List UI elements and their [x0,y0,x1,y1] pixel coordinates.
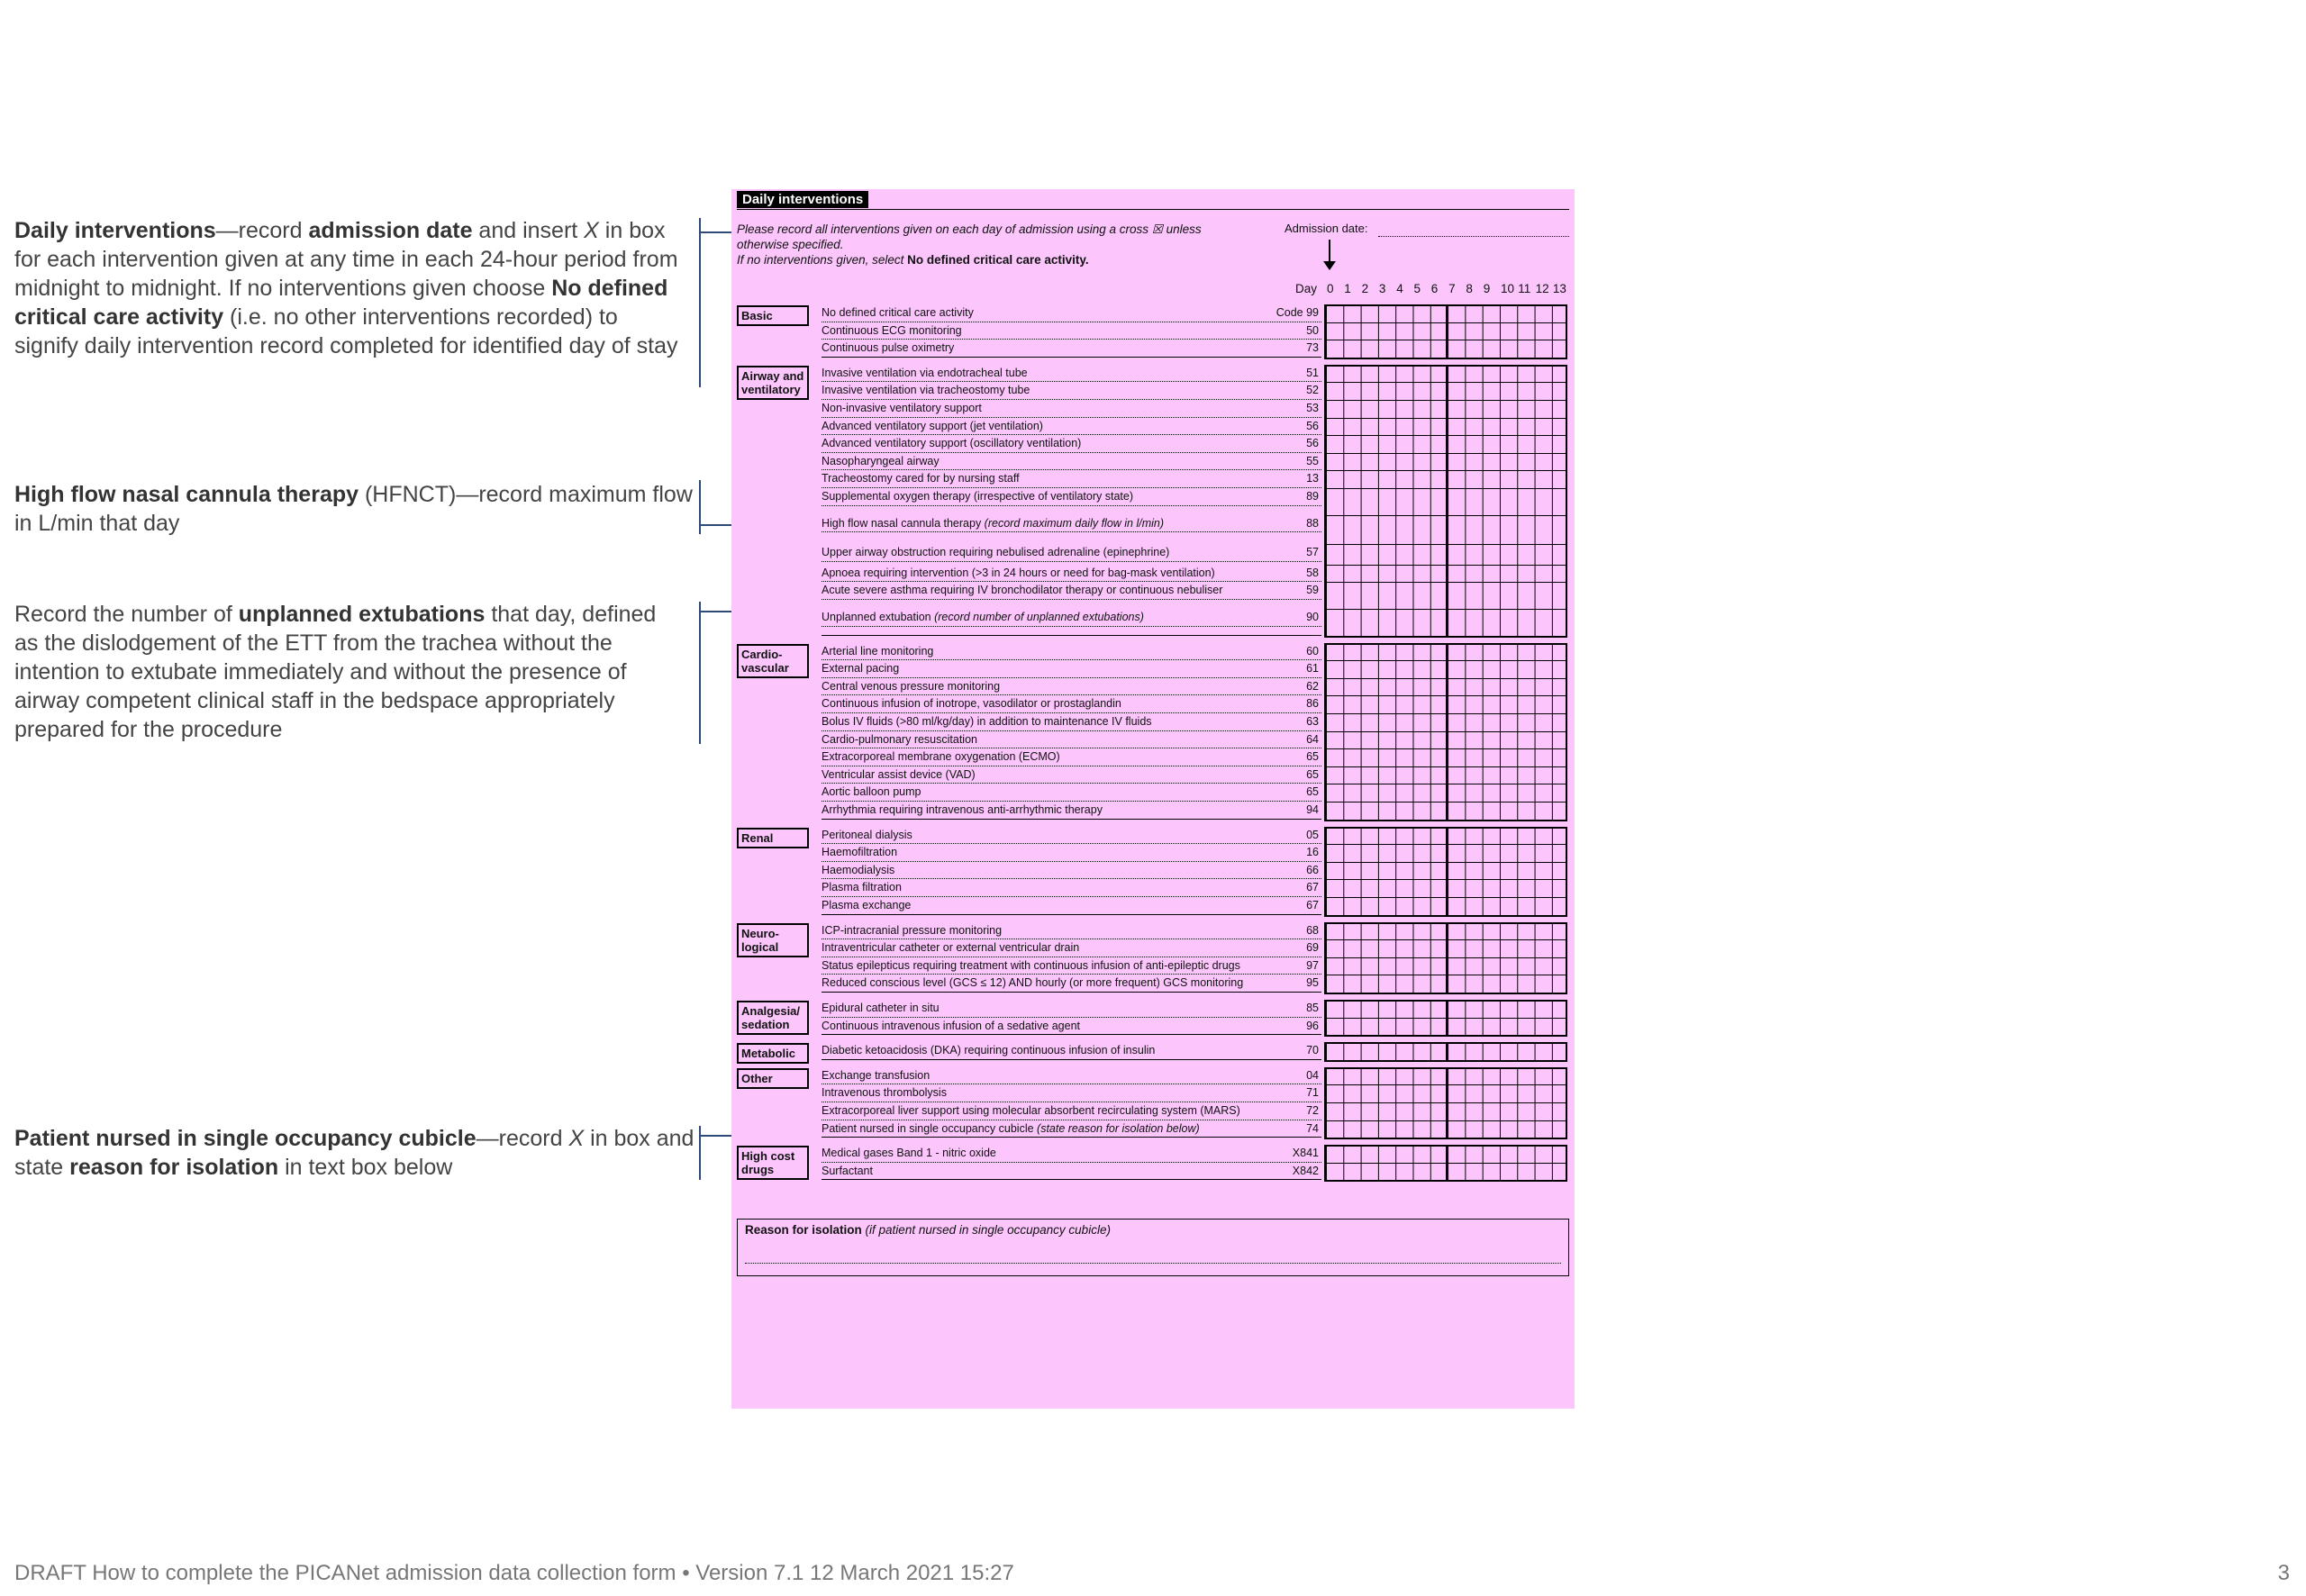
day-checkbox-grid[interactable] [1324,304,1567,359]
intervention-code: 64 [1306,732,1319,746]
day-number: 3 [1378,282,1386,295]
note-daily-title: Daily interventions [14,218,216,243]
grid-week-divider [1446,1147,1448,1180]
footer: DRAFT How to complete the PICANet admission data collection form • Version 7.1 12 March 2021 15:27 [14,1561,1014,1585]
category-label: Neuro-logical [737,923,809,957]
grid-week-divider [1446,829,1448,915]
intervention-label: Medical gases Band 1 - nitric oxide [822,1147,996,1160]
intervention-code: 53 [1306,402,1319,414]
intervention-code: 58 [1306,566,1319,579]
reason-label-text: Reason for isolation [745,1223,862,1237]
intervention-code: 52 [1306,384,1319,397]
intervention-code: 50 [1306,323,1319,337]
intervention-label: Unplanned extubation [822,611,931,623]
grid-week-divider [1446,1002,1448,1035]
intervention-label: Bolus IV fluids (>80 ml/kg/day) in addition to maintenance IV fluids [822,715,1152,728]
day-checkbox-grid[interactable] [1324,1145,1567,1182]
intervention-row [822,1163,1290,1179]
day-number: 9 [1483,282,1491,295]
intervention-label: Central venous pressure monitoring [822,679,1001,693]
instruction-text: Please record all interventions given on each day of admission using a cross ☒ unless otherwise specified. [737,222,1202,251]
section-rule [822,1034,1321,1035]
note-x-mark: X [584,218,599,243]
intervention-code: 16 [1306,846,1319,859]
intervention-code: 96 [1306,1019,1319,1032]
intervention-label: No defined critical care activity [822,306,974,319]
note-text: (HFNCT)—record maximum flow in L/min that day [14,482,693,536]
note-single-cubicle [14,1124,699,1182]
intervention-label: Continuous intravenous infusion of a sedative agent [822,1019,1080,1032]
intervention-code: 65 [1306,767,1319,781]
intervention-row [822,1000,1290,1016]
intervention-row [822,565,1290,581]
grid-week-divider [1446,1069,1448,1138]
day-number: 6 [1430,282,1439,295]
intervention-row [822,713,1290,730]
section-rule [822,914,1321,915]
note-single-title: Patient nursed in single occupancy cubicle [14,1126,477,1151]
intervention-label: Upper airway obstruction requiring nebulised adrenaline (epinephrine) [822,546,1170,559]
day-checkbox-grid[interactable] [1324,922,1567,994]
intervention-row [822,1145,1290,1161]
day-checkbox-grid[interactable] [1324,1067,1567,1139]
note-hfnct [14,480,699,538]
intervention-row [822,748,1290,765]
intervention-label: Tracheostomy cared for by nursing staff [822,472,1020,485]
intervention-row [822,827,1290,843]
intervention-label: Intravenous thrombolysis [822,1086,947,1100]
note-emphasis: reason for isolation [69,1155,279,1180]
day-checkbox-grid[interactable] [1324,1000,1567,1037]
reason-hint: (if patient nursed in single occupancy cubicle) [865,1223,1111,1237]
row-rule [822,505,1321,506]
intervention-code: 60 [1306,644,1319,657]
intervention-row [822,609,1290,625]
day-checkbox-grid[interactable] [1324,365,1567,638]
reason-line [745,1263,1561,1264]
intervention-label: Continuous infusion of inotrope, vasodilator or prostaglandin [822,697,1121,711]
intervention-code: 59 [1306,584,1319,597]
intervention-label: Invasive ventilation via endotracheal tube [822,366,1028,379]
intervention-code: 55 [1306,454,1319,467]
note-emphasis: admission date [308,218,473,243]
day-number: 11 [1518,282,1531,295]
intervention-row [822,1084,1290,1101]
intervention-code: 13 [1306,472,1319,485]
intervention-row [822,418,1290,434]
intervention-row [822,544,1290,560]
intervention-row [822,453,1290,469]
instruction-text: If no interventions given, select [737,253,908,267]
intervention-hint: (record maximum daily flow in l/min) [981,516,1165,530]
form-instructions [737,222,1241,268]
form-title: Daily interventions [737,191,868,208]
arrow-head-icon [1323,261,1336,270]
row-rule [822,531,1321,532]
note-text: that day, defined as the dislodgement of the ETT from the trachea without the intention to extubate immediately and without the presence of airway competent clinical staff in the bedspace appropriately prepared for the procedure [14,602,657,742]
intervention-code: 67 [1306,881,1319,894]
instruction-emphasis: No defined critical care activity. [907,253,1089,267]
intervention-label: Arrhythmia requiring intravenous anti-arrhythmic therapy [822,803,1103,816]
intervention-row [822,844,1290,860]
intervention-code: 89 [1306,490,1319,503]
note-text: in box for each intervention given at any time in each 24-hour period from midnight to midnight. If no interventions given choose [14,218,678,301]
intervention-row [822,304,1290,321]
bracket-extub [699,602,701,744]
admission-date-field[interactable] [1378,236,1569,237]
intervention-hint: (record number of unplanned extubations) [931,611,1144,623]
day-number: 0 [1327,282,1334,295]
day-number: 12 [1535,282,1549,295]
admission-date-label: Admission date: [1285,222,1368,235]
intervention-code: 56 [1306,437,1319,450]
category-label: Basic [737,305,809,326]
page-number: 3 [2277,1561,2290,1585]
intervention-label: Haemofiltration [822,846,898,859]
intervention-code: X842 [1292,1164,1319,1177]
category-label: Renal [737,828,809,848]
intervention-code: 95 [1306,976,1319,990]
intervention-label: High flow nasal cannula therapy [822,516,982,530]
intervention-label: Exchange transfusion [822,1068,931,1082]
intervention-code: 94 [1306,803,1319,816]
intervention-row [822,784,1290,800]
intervention-label: Supplemental oxygen therapy (irrespective of ventilatory state) [822,490,1134,503]
intervention-code: 65 [1306,785,1319,799]
section-rule [822,1059,1321,1060]
section-rule [822,1179,1321,1180]
section-rule [822,1137,1321,1138]
section-rule [822,635,1321,636]
category-label: Analgesia/ sedation [737,1001,809,1035]
intervention-row [822,340,1290,356]
intervention-label: Cardio-pulmonary resuscitation [822,732,977,746]
bracket-daily [699,218,701,387]
day-number: 8 [1466,282,1473,295]
bracket-hfnct [699,480,701,534]
intervention-code: 85 [1306,1002,1319,1014]
row-rule [822,599,1321,600]
intervention-row [822,488,1290,504]
intervention-row [822,1120,1290,1137]
intervention-code: 97 [1306,958,1319,972]
intervention-label: Continuous pulse oximetry [822,341,955,355]
category-label: High cost drugs [737,1146,809,1180]
bracket-arm-daily [699,231,735,233]
intervention-label: External pacing [822,662,900,676]
grid-week-divider [1446,645,1448,820]
intervention-row [822,957,1290,974]
note-emphasis: No defined critical care activity [14,276,668,330]
day-number: 2 [1361,282,1369,295]
intervention-code: Code 99 [1276,306,1319,319]
intervention-label: Nasopharyngeal airway [822,454,940,467]
intervention-label: Plasma exchange [822,899,912,911]
intervention-label: Haemodialysis [822,863,895,876]
intervention-row [822,322,1290,339]
intervention-code: 69 [1306,941,1319,955]
note-unplanned-extubations [14,600,681,744]
intervention-code: 56 [1306,419,1319,432]
intervention-label: Invasive ventilation via tracheostomy tube [822,384,1030,397]
note-x-mark: X [568,1126,585,1151]
note-text: Record the number of [14,602,239,627]
intervention-code: 51 [1306,366,1319,379]
intervention-label: Aortic balloon pump [822,785,921,799]
intervention-code: 74 [1306,1121,1319,1135]
note-text: in text box below [278,1155,453,1180]
day-number: 13 [1552,282,1566,295]
note-daily-interventions [14,216,681,360]
intervention-code: 62 [1306,679,1319,693]
intervention-row [822,678,1290,694]
intervention-label: Advanced ventilatory support (oscillatory ventilation) [822,437,1082,450]
day-checkbox-grid[interactable] [1324,827,1567,917]
day-number: 7 [1448,282,1456,295]
intervention-row [822,470,1290,486]
intervention-code: 61 [1306,662,1319,676]
intervention-row [822,365,1290,381]
day-number: 4 [1396,282,1403,295]
intervention-code: 04 [1306,1068,1319,1082]
intervention-row [822,766,1290,783]
intervention-code: X841 [1292,1147,1319,1160]
intervention-label: Patient nursed in single occupancy cubicle [822,1121,1034,1135]
intervention-label: ICP-intracranial pressure monitoring [822,923,1003,937]
category-label: Airway and ventilatory [737,366,809,400]
intervention-row [822,515,1290,531]
note-hfnct-title: High flow nasal cannula therapy [14,482,359,507]
intervention-row [822,1102,1290,1119]
section-rule [822,992,1321,993]
intervention-row [822,879,1290,895]
intervention-code: 67 [1306,899,1319,911]
intervention-row [822,731,1290,748]
intervention-code: 86 [1306,697,1319,711]
intervention-row [822,1018,1290,1034]
intervention-label: Acute severe asthma requiring IV bronchodilator therapy or continuous nebuliser [822,584,1223,597]
intervention-label: Surfactant [822,1164,873,1177]
intervention-row [822,400,1290,416]
note-text: —record [215,218,309,243]
section-rule [822,819,1321,820]
bracket-single [699,1126,701,1180]
intervention-label: Intraventricular catheter or external ventricular drain [822,941,1080,955]
intervention-code: 63 [1306,715,1319,728]
intervention-row [822,382,1290,398]
intervention-label: Arterial line monitoring [822,644,934,657]
intervention-hint: (state reason for isolation below) [1033,1121,1200,1135]
intervention-code: 71 [1306,1086,1319,1100]
intervention-code: 68 [1306,923,1319,937]
intervention-label: Plasma filtration [822,881,902,894]
intervention-row [822,802,1290,818]
intervention-label: Extracorporeal membrane oxygenation (ECMO) [822,750,1060,764]
intervention-code: 73 [1306,341,1319,355]
intervention-code: 05 [1306,828,1319,841]
intervention-label: Peritoneal dialysis [822,828,912,841]
intervention-row [822,939,1290,956]
note-text: —record [476,1126,569,1151]
category-label: Metabolic [737,1043,809,1064]
intervention-code: 65 [1306,750,1319,764]
intervention-code: 70 [1306,1044,1319,1057]
intervention-code: 72 [1306,1104,1319,1117]
intervention-label: Advanced ventilatory support (jet ventilation) [822,419,1043,432]
intervention-label: Non-invasive ventilatory support [822,402,982,414]
title-rule [737,209,1569,210]
intervention-row [822,435,1290,451]
intervention-label: Continuous ECG monitoring [822,323,962,337]
grid-week-divider [1446,367,1448,636]
intervention-label: Diabetic ketoacidosis (DKA) requiring continuous infusion of insulin [822,1044,1156,1057]
reason-for-isolation-box[interactable] [737,1219,1569,1276]
day-number: 5 [1413,282,1421,295]
intervention-label: Epidural catheter in situ [822,1002,940,1014]
intervention-row [822,1042,1290,1058]
grid-week-divider [1446,306,1448,358]
intervention-row [822,922,1290,939]
intervention-row [822,1067,1290,1084]
day-number: 10 [1501,282,1515,295]
intervention-code: 88 [1306,516,1319,530]
intervention-label: Ventricular assist device (VAD) [822,767,976,781]
intervention-row [822,643,1290,659]
row-rule [822,561,1321,562]
intervention-row [822,582,1290,598]
day-number: 1 [1344,282,1351,295]
note-text: (i.e. no other interventions recorded) to signify daily intervention record completed for identified day of stay [14,304,678,358]
daily-interventions-form [731,189,1575,1409]
section-rule [822,357,1321,358]
intervention-row [822,660,1290,676]
intervention-row [822,897,1290,913]
intervention-code: 57 [1306,546,1319,559]
intervention-label: Status epilepticus requiring treatment with continuous infusion of anti-epileptic drugs [822,958,1240,972]
grid-week-divider [1446,1044,1448,1060]
day-checkbox-grid[interactable] [1324,1042,1567,1062]
reason-label [745,1223,1111,1237]
category-label: Cardio-vascular [737,644,809,678]
intervention-code: 66 [1306,863,1319,876]
day-checkbox-grid[interactable] [1324,643,1567,821]
note-text: and insert [472,218,585,243]
intervention-code: 90 [1306,611,1319,623]
row-rule [822,626,1321,627]
note-text: in box and state [14,1126,695,1180]
intervention-label: Apnoea requiring intervention (>3 in 24 hours or need for bag-mask ventilation) [822,566,1215,579]
intervention-label: Extracorporeal liver support using molecular absorbent recirculating system (MARS) [822,1104,1240,1117]
note-emphasis: unplanned extubations [238,602,486,627]
grid-week-divider [1446,924,1448,993]
day-label: Day [1295,282,1318,295]
intervention-row [822,975,1290,991]
category-label: Other [737,1068,809,1089]
intervention-row [822,695,1290,712]
intervention-row [822,862,1290,878]
intervention-label: Reduced conscious level (GCS ≤ 12) AND hourly (or more frequent) GCS monitoring [822,976,1244,990]
